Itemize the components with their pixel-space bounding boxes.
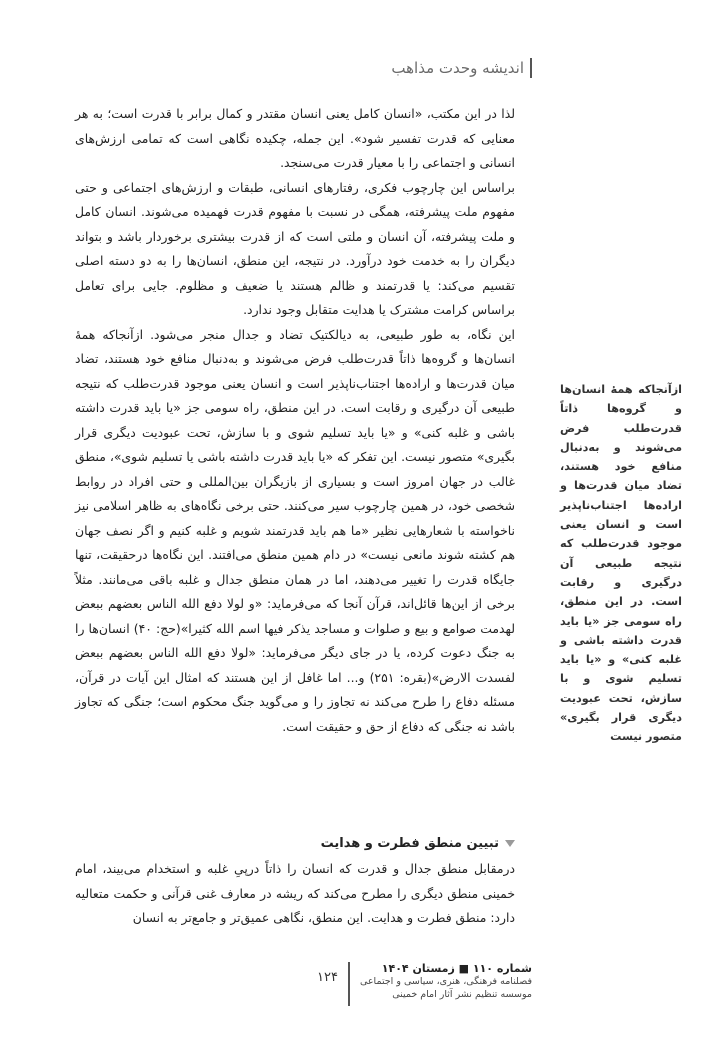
publisher-label: موسسه تنظیم نشر آثار امام خمینی bbox=[392, 989, 532, 1000]
paragraph-2: براساس این چارچوب فکری، رفتارهای انسانی، طبقات و ارزش‌های اجتماعی و حتی مفهوم ملت پیشرفته، همگی در نسبت با مفهوم قدرت فهمیده می‌شوند. انسان کامل و ملت پیشرفته، آن انسان و ملتی است که از قدرت بیشتری برخوردار باشد و بتواند دیگران را به خدمت خود درآورد. در نتیجه، این منطق، انسان‌ها را به دو دسته اصلی تقسیم می‌کند: یا قدرتمند و ظالم هستند یا ضعیف و مظلوم. جایی برای تعامل براساس کرامت مشترک یا هدایت متقابل وجود ندارد. bbox=[75, 179, 515, 317]
header-title: اندیشه وحدت مذاهب bbox=[391, 59, 524, 77]
running-header bbox=[391, 58, 532, 78]
footer-info bbox=[360, 962, 532, 1001]
pull-quote: ازآنجاکه همهٔ انسان‌ها و گروه‌ها ذاتاً قدرت‌طلب فرض می‌شوند و به‌دنبال منافع خود هستند، تضاد میان قدرت‌ها و اراده‌ها اجتناب‌ناپذیر است و انسان یعنی موجود قدرت‌طلب که نتیجه طبیعی آن درگیری و رقابت است. در این منطق، راه سومی جز «یا باید قدرت داشته باشی و غلبه کنی» و «یا باید تسلیم شوی و با سازش، تحت عبودیت دیگری قرار بگیری» متصور نیست bbox=[560, 383, 682, 744]
header-bar bbox=[530, 58, 532, 78]
triangle-bullet-icon bbox=[505, 840, 515, 847]
section-paragraph: درمقابل منطق جدال و قدرت که انسان را ذاتاً درپیِ غلبه و استخدام می‌بیند، امام خمینی منطق دیگری را مطرح می‌کند که ریشه در معارف غنی قرآنی و حکمت متعالیه دارد: منطق فطرت و هدایت. این منطق، نگاهی عمیق‌تر و جامع‌تر به انسان bbox=[75, 861, 515, 925]
page-footer bbox=[317, 962, 532, 1006]
section-title: تبیین منطق فطرت و هدایت bbox=[320, 836, 499, 851]
page-number: ۱۲۴ bbox=[317, 970, 338, 985]
main-text bbox=[75, 102, 515, 739]
footer-bar bbox=[348, 962, 350, 1006]
section-heading bbox=[75, 836, 515, 851]
paragraph-1: لذا در این مکتب، «انسان کامل یعنی انسان مقتدر و کمال برابر با قدرت است؛ به هر معنایی که قدرت تفسیر شود». این جمله، چکیده نگاهی است که تمامی ارزش‌های انسانی و اجتماعی را با معیار قدرت می‌سنجد. bbox=[75, 106, 515, 170]
issue-label: شماره ۱۱۰ ■ زمستان ۱۴۰۴ bbox=[381, 962, 532, 975]
journal-label: فصلنامه فرهنگی، هنری، سیاسی و اجتماعی bbox=[359, 976, 532, 987]
section bbox=[75, 836, 515, 931]
paragraph-3: این نگاه، به طور طبیعی، به دیالکتیک تضاد و جدال منجر می‌شود. ازآنجاکه همهٔ انسان‌ها و گروه‌ها ذاتاً قدرت‌طلب فرض می‌شوند و به‌دنبال منافع خود هستند، تضاد میان قدرت‌ها و اراده‌ها اجتناب‌ناپذیر است و انسان یعنی موجود قدرت‌طلب که نتیجه طبیعی آن درگیری و رقابت است. در این منطق، راه سومی جز «یا باید قدرت داشته باشی و غلبه کنی» و «یا باید تسلیم شوی و با سازش، تحت عبودیت دیگری قرار بگیری» متصور نیست. این تفکر که «یا باید قدرت داشته باشی یا تسلیم شوی»، منطق غالب در جهان امروز است و بسیاری از بازیگران بین‌المللی و حتی افراد در روابط شخصی خود، در همین چارچوب سیر می‌کنند. حتی برخی نگاه‌های به ظاهر اسلامی نیز ناخواسته با شعارهایی نظیر «ما هم باید قدرتمند شویم و غلبه کنیم و اگر نصف جهان هم کشته شوند مانعی نیست» در دام همین منطق می‌افتند. این نگاه‌ها درحقیقت، تنها جایگاه قدرت را تغییر می‌دهند، اما در همان منطق جدال و غلبه باقی می‌مانند. مثلاً برخی از این‌ها قائل‌اند، قرآن آنجا که می‌فرماید: «و لولا دفع الله الناس بعضهم ببعض لهدمت صوامع و بیع و صلوات و مساجد یذکر فیها اسم الله کثیرا»(حج: ۴۰) انسان‌ها را به جنگ دعوت کرده، یا در جای دیگر می‌فرماید: «لولا دفع الله الناس بعضهم ببعض لفسدت الارض»(بقره: ۲۵۱) و... اما غافل از این هستند که امثال این آیات در قرآن، مسئله دفاع را طرح می‌کند نه تجاوز را و می‌گوید جنگ محکوم است؛ جنگی که تجاوز باشد نه جنگی که دفاع از حق و حقیقت است. bbox=[75, 326, 516, 734]
